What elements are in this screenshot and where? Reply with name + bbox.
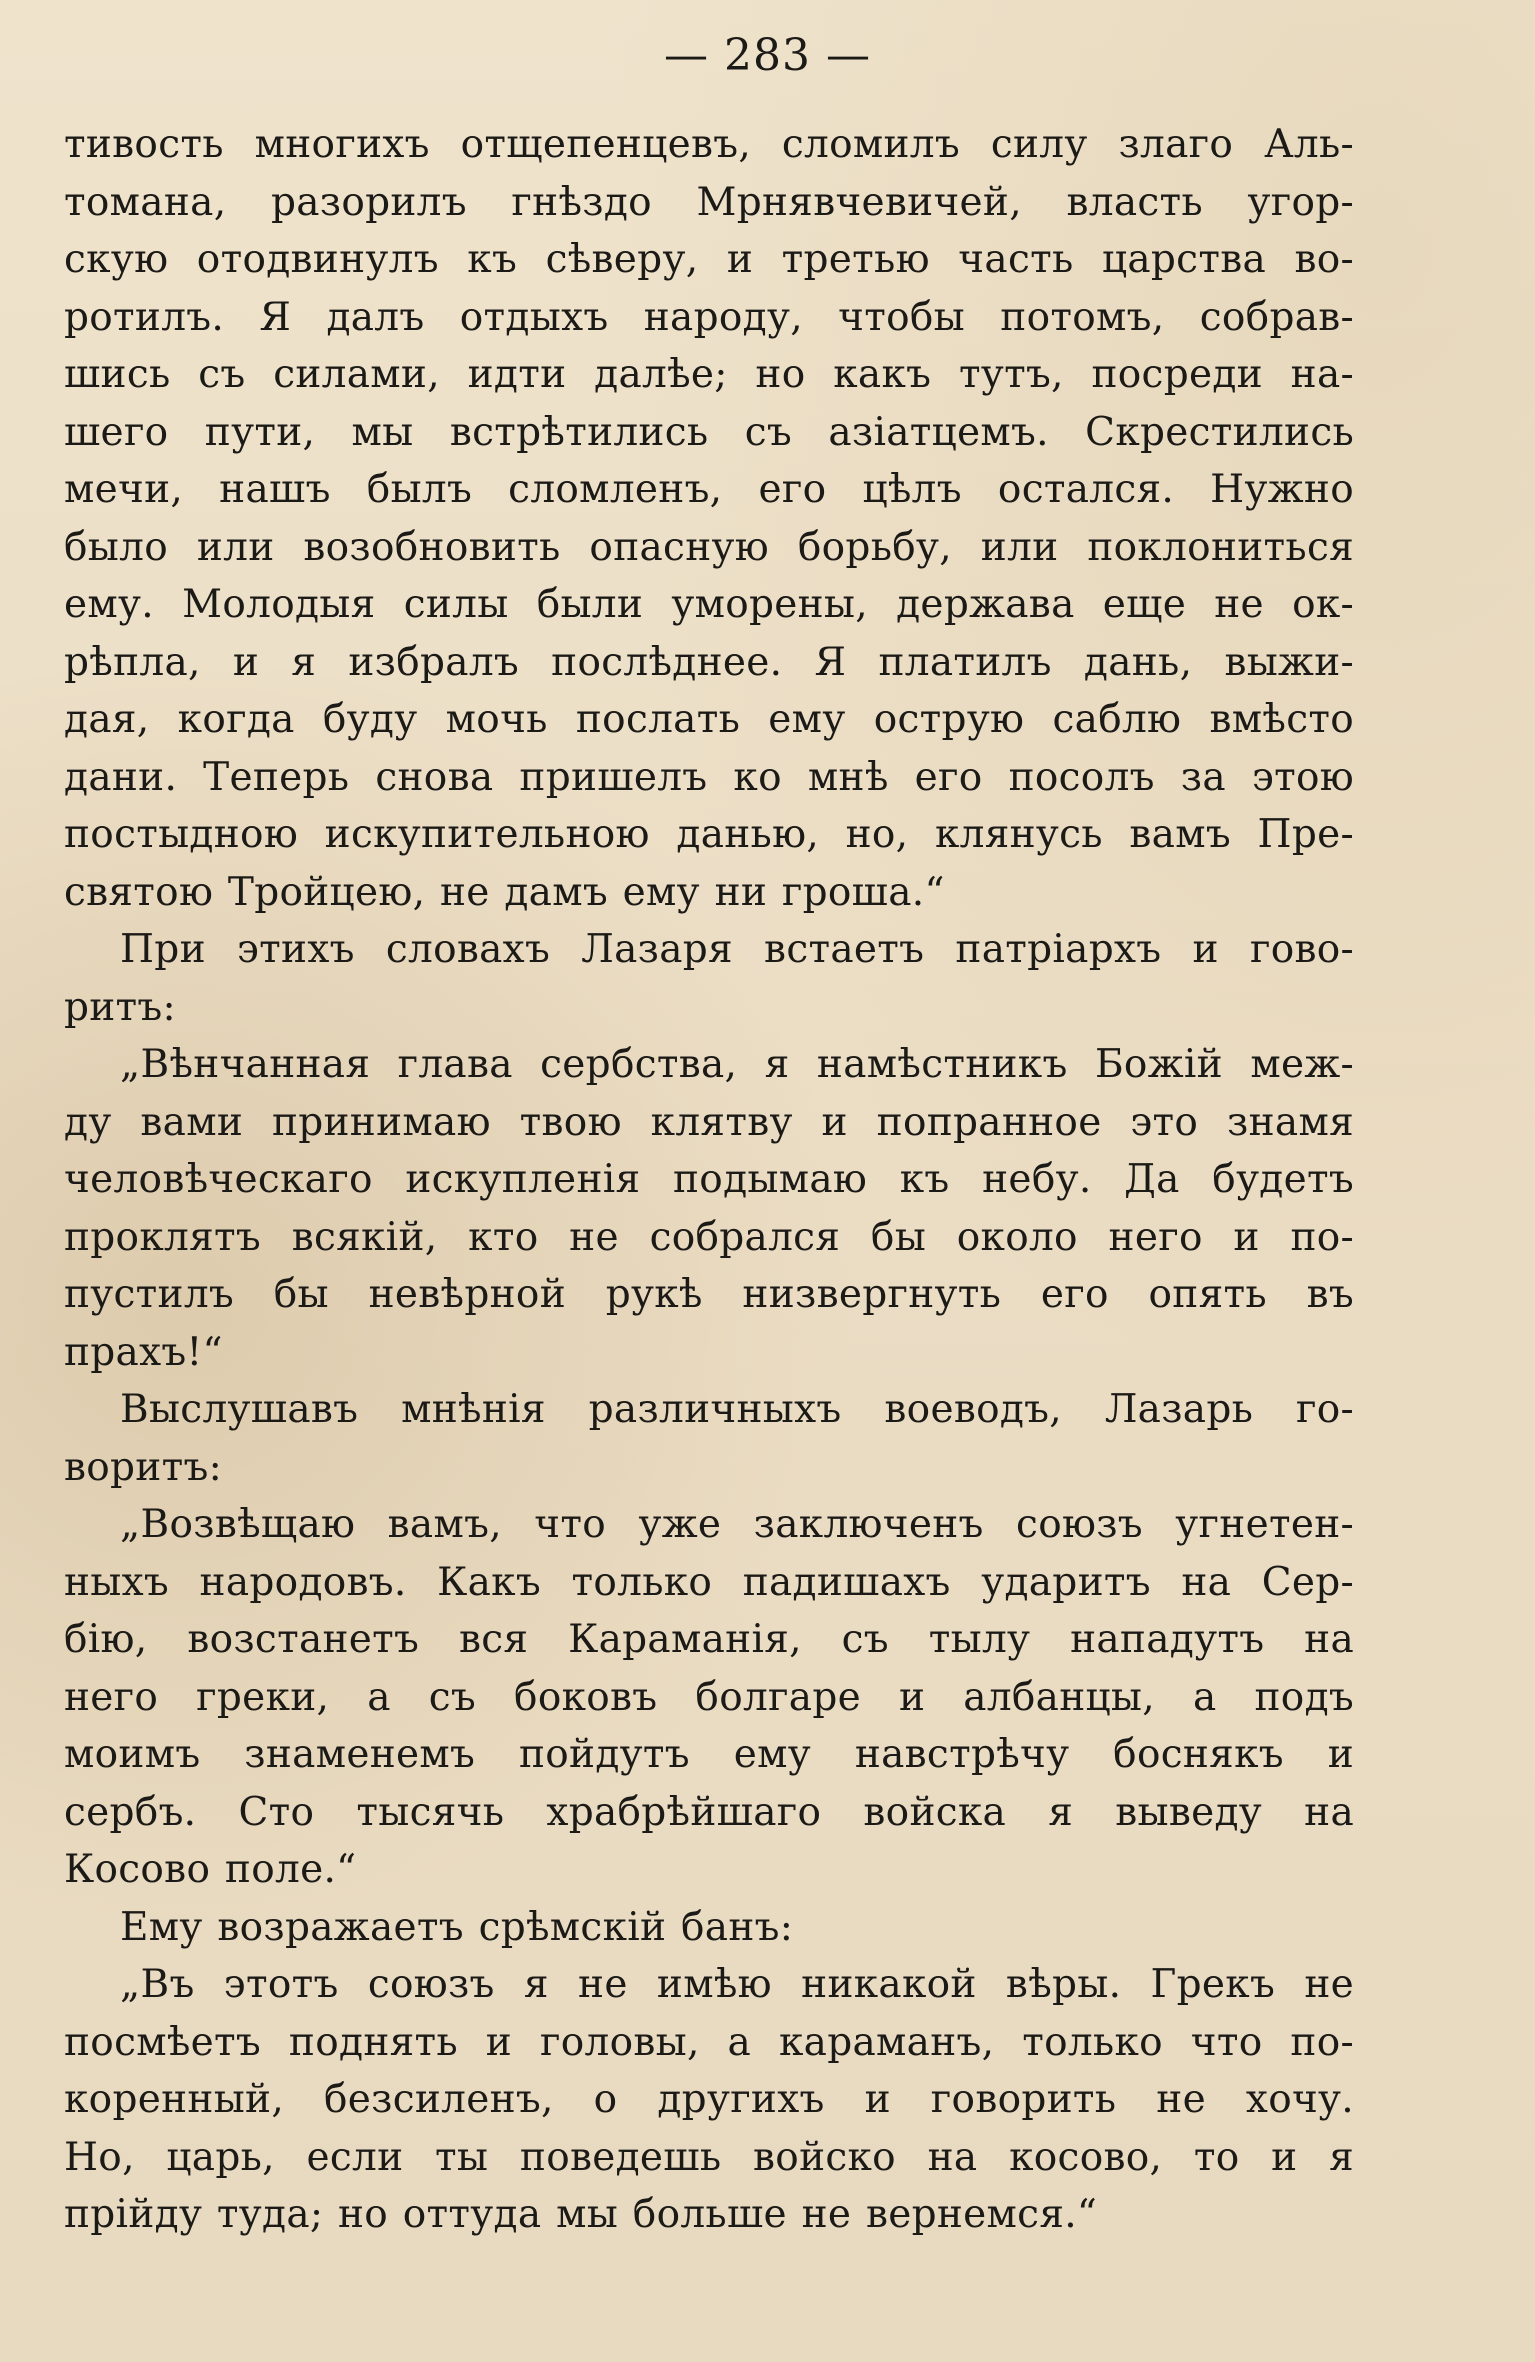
- text-line: было или возобновить опасную борьбу, или поклониться: [64, 524, 1354, 570]
- text-line: посмѣетъ поднять и головы, а караманъ, только что по-: [64, 2019, 1354, 2065]
- text-line: дани. Теперь снова пришелъ ко мнѣ его посолъ за этою: [64, 754, 1354, 800]
- text-line: прахъ!“: [64, 1329, 223, 1375]
- text-line: скую отодвинулъ къ сѣверу, и третью часть царства во-: [64, 237, 1354, 282]
- text-line: томана, разорилъ гнѣздо Мрнявчевичей, власть угор-: [64, 179, 1354, 225]
- text-line: „Возвѣщаю вамъ, что уже заключенъ союзъ угнетен-: [120, 1502, 1354, 1547]
- text-line: постыдною искупительною данью, но, клянусь вамъ Пре-: [64, 812, 1354, 857]
- text-line: пустилъ бы невѣрной рукѣ низвергнуть его опять въ: [64, 1272, 1354, 1317]
- text-line: моимъ знаменемъ пойдутъ ему навстрѣчу боснякъ и: [64, 1732, 1354, 1777]
- text-line: Выслушавъ мнѣнія различныхъ воеводъ, Лазарь го-: [120, 1387, 1354, 1432]
- text-line: ротилъ. Я далъ отдыхъ народу, чтобы потомъ, собрав-: [64, 294, 1354, 340]
- text-line: шись съ силами, идти далѣе; но какъ тутъ, посреди на-: [64, 352, 1354, 397]
- text-line: шего пути, мы встрѣтились съ азіатцемъ. Скрестились: [64, 409, 1354, 455]
- text-line: ныхъ народовъ. Какъ только падишахъ ударитъ на Сер-: [64, 1559, 1354, 1605]
- text-line: ду вами принимаю твою клятву и попранное это знамя: [64, 1099, 1354, 1145]
- text-line: воритъ:: [64, 1444, 223, 1490]
- text-line: коренный, безсиленъ, о другихъ и говорить не хочу.: [64, 2077, 1354, 2122]
- text-line: рѣпла, и я избралъ послѣднее. Я платилъ дань, выжи-: [64, 639, 1354, 685]
- text-line: человѣческаго искупленія подымаю къ небу. Да будетъ: [64, 1157, 1354, 1202]
- text-line: сербъ. Сто тысячь храбрѣйшаго войска я выведу на: [64, 1789, 1354, 1835]
- text-line: мечи, нашъ былъ сломленъ, его цѣлъ остался. Нужно: [64, 467, 1354, 512]
- text-line: бію, возстанетъ вся Караманія, съ тылу нападутъ на: [64, 1617, 1354, 1662]
- text-line: него греки, а съ боковъ болгаре и албанцы, а подъ: [64, 1674, 1354, 1720]
- body-text: [64, 116, 1354, 2244]
- text-line: прійду туда; но оттуда мы больше не вернемся.“: [64, 2192, 1098, 2237]
- text-line: тивость многихъ отщепенцевъ, сломилъ силу злаго Аль-: [64, 122, 1354, 167]
- text-line: ритъ:: [64, 984, 176, 1030]
- text-line: ему. Молодыя силы были уморены, держава еще не ок-: [64, 582, 1354, 627]
- text-line: „Въ этотъ союзъ я не имѣю никакой вѣры. Грекъ не: [120, 1962, 1354, 2007]
- text-line: При этихъ словахъ Лазаря встаетъ патріархъ и гово-: [120, 927, 1354, 972]
- text-line: „Вѣнчанная глава сербства, я намѣстникъ Божій меж-: [120, 1042, 1354, 1087]
- text-line: Но, царь, если ты поведешь войско на косово, то и я: [64, 2134, 1354, 2180]
- text-line: Косово поле.“: [64, 1847, 357, 1892]
- text-line: дая, когда буду мочь послать ему острую саблю вмѣсто: [64, 697, 1354, 742]
- text-line: Ему возражаетъ срѣмскій банъ:: [120, 1904, 794, 1950]
- text-line: святою Тройцею, не дамъ ему ни гроша.“: [64, 869, 945, 915]
- page-number: — 283 —: [664, 30, 871, 81]
- text-line: проклятъ всякій, кто не собрался бы около него и по-: [64, 1214, 1354, 1260]
